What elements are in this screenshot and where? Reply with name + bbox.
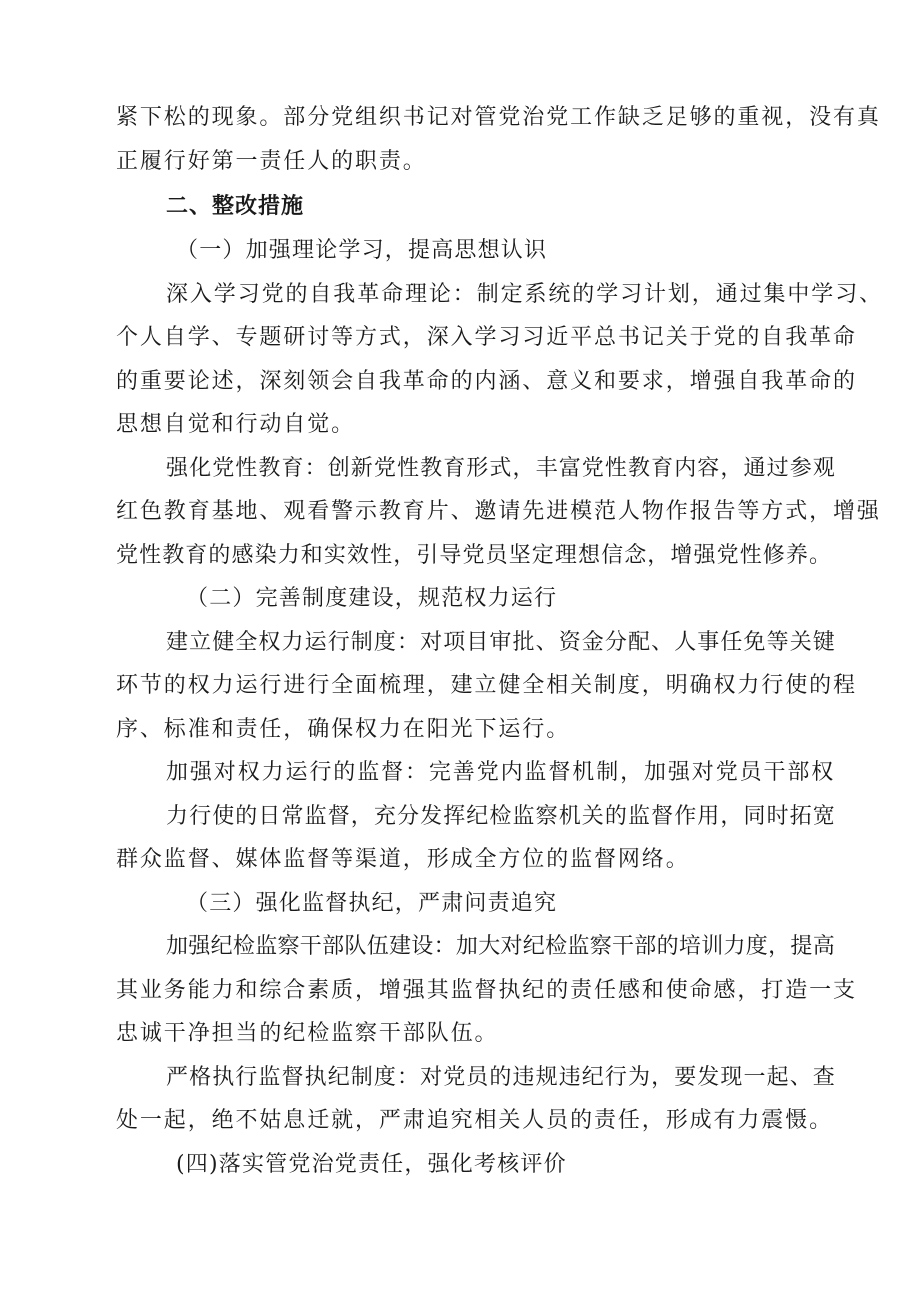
subsection-heading: （二）完善制度建设，规范权力运行 <box>186 586 558 611</box>
paragraph-line: 建立健全权力运行制度：对项目审批、资金分配、人事任免等关键 <box>166 630 836 655</box>
paragraph-line: 的重要论述，深刻领会自我革命的内涵、意义和要求，增强自我革命的 <box>116 369 857 394</box>
section-heading: 二、整改措施 <box>166 194 305 219</box>
paragraph-line: 深入学习党的自我革命理论：制定系统的学习计划，通过集中学习、 <box>166 282 884 307</box>
subsection-heading: （三）强化监督执纪，严肃问责追究 <box>186 891 558 916</box>
subsection-heading: （一）加强理论学习，提高思想认识 <box>176 238 548 263</box>
subsection-heading: (四)落实管党治党责任，强化考核评价 <box>176 1152 567 1177</box>
paragraph-line: 严格执行监督执纪制度：对党员的违规违纪行为，要发现一起、查 <box>166 1065 836 1090</box>
paragraph-line: 紧下松的现象。部分党组织书记对管党治党工作缺乏足够的重视，没有真 <box>116 105 881 130</box>
paragraph-line: 忠诚干净担当的纪检监察干部队伍。 <box>116 1021 499 1046</box>
paragraph-line: 个人自学、专题研讨等方式，深入学习习近平总书记关于党的自我革命 <box>116 325 857 350</box>
paragraph-line: 思想自觉和行动自觉。 <box>116 412 356 437</box>
paragraph-line: 加强对权力运行的监督：完善党内监督机制，加强对党员干部权 <box>166 760 836 785</box>
paragraph-line: 处一起，绝不姑息迁就，严肃追究相关人员的责任，形成有力震慑。 <box>116 1108 834 1133</box>
paragraph-line: 群众监督、媒体监督等渠道，形成全方位的监督网络。 <box>116 847 690 872</box>
paragraph-line: 强化党性教育：创新党性教育形式，丰富党性教育内容，通过参观 <box>166 456 836 481</box>
paragraph-line: 序、标准和责任，确保权力在阳光下运行。 <box>116 717 571 742</box>
paragraph-line: 力行使的日常监督，充分发挥纪检监察机关的监督作用，同时拓宽 <box>166 804 836 829</box>
paragraph-line: 环节的权力运行进行全面梳理，建立健全相关制度，明确权力行使的程 <box>116 673 857 698</box>
paragraph-line: 党性教育的感染力和实效性，引导党员坚定理想信念，增强党性修养。 <box>116 543 833 568</box>
paragraph-line: 加强纪检监察干部队伍建设：加大对纪检监察干部的培训力度，提高 <box>166 934 836 959</box>
paragraph-line: 其业务能力和综合素质，增强其监督执纪的责任感和使命感，打造一支 <box>116 978 857 1003</box>
paragraph-line: 红色教育基地、观看警示教育片、邀请先进模范人物作报告等方式，增强 <box>116 499 881 524</box>
paragraph-line: 正履行好第一责任人的职责。 <box>116 149 427 174</box>
